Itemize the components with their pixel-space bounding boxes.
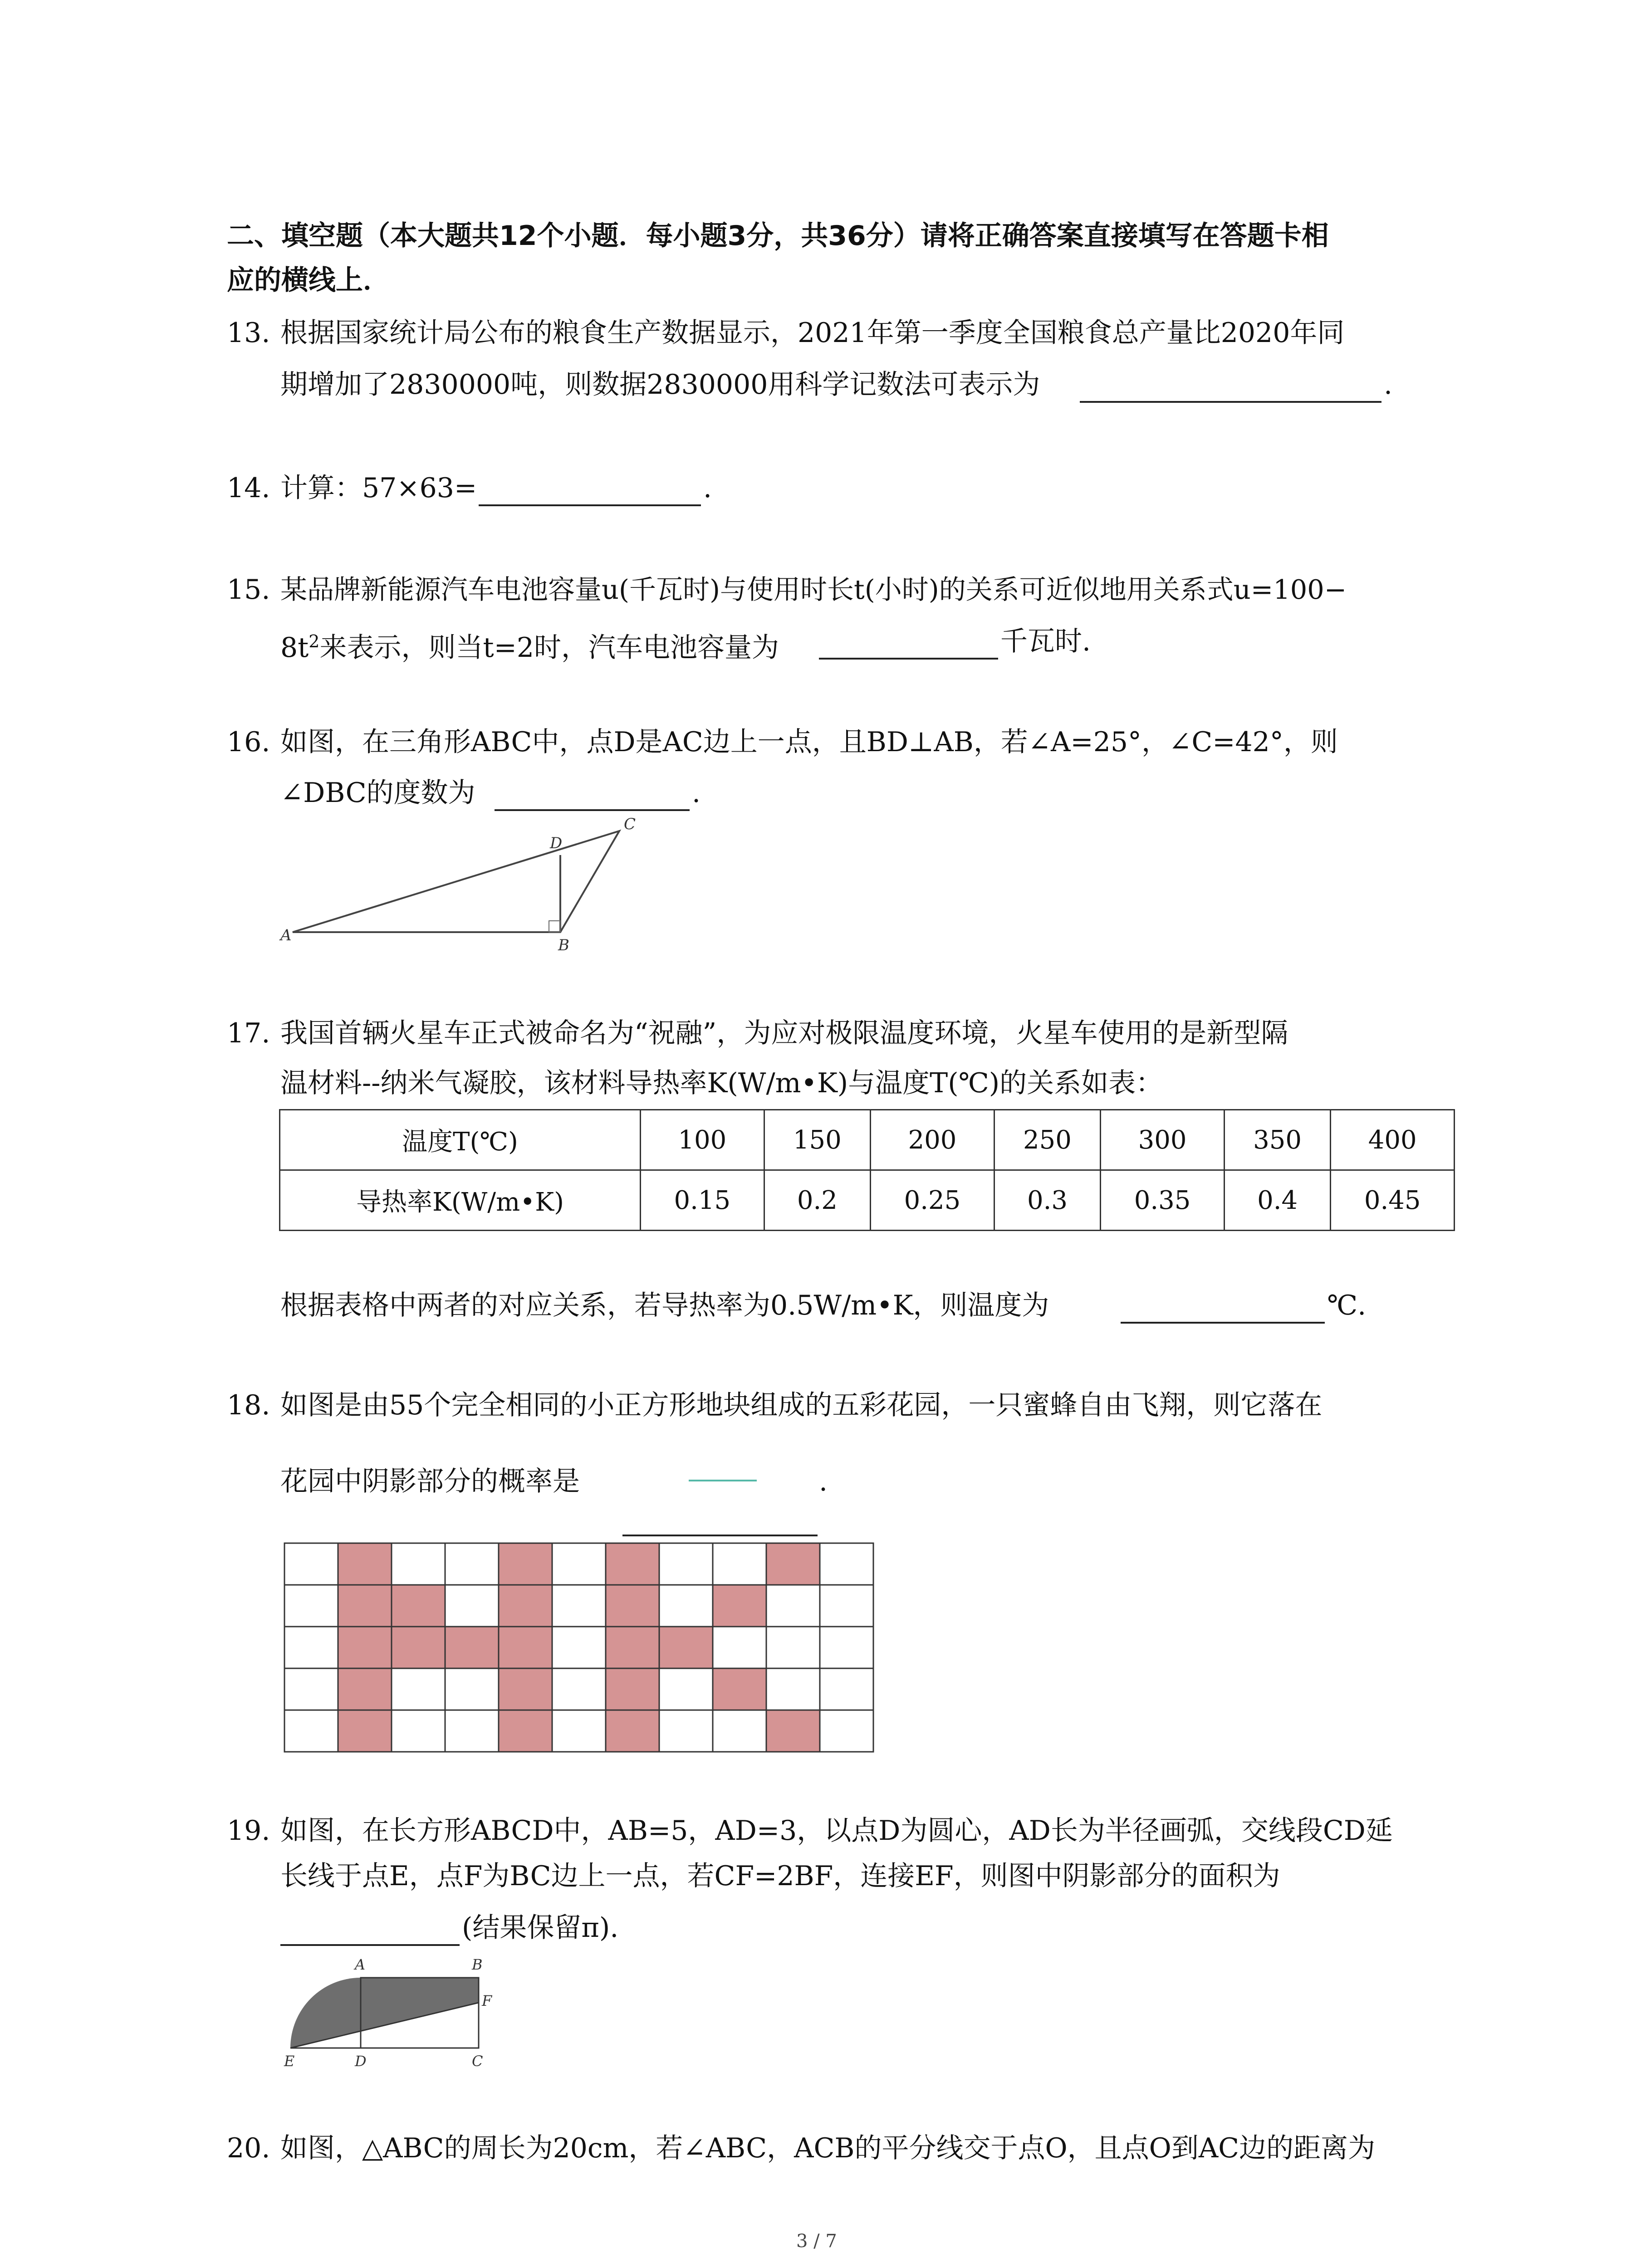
grid-cell (820, 1710, 873, 1752)
grid-cell-shaded (392, 1627, 445, 1668)
q14-number: 14. (227, 472, 270, 504)
grid-cell-shaded (338, 1710, 392, 1752)
q19-line3: (结果保留π). (462, 1912, 619, 1944)
q13-line1: 根据国家统计局公布的粮食生产数据显示，2021年第一季度全国粮食总产量比2020年同 (280, 317, 1345, 349)
label-a: A (355, 1956, 366, 1973)
q15-line2 (280, 624, 779, 665)
q20-number: 20. (227, 2132, 270, 2164)
q14-end: . (703, 472, 712, 504)
grid-cell (552, 1627, 606, 1668)
grid-cell (392, 1668, 445, 1710)
grid-cell (820, 1627, 873, 1668)
grid-cell (766, 1627, 820, 1668)
grid-cell (820, 1543, 873, 1585)
q16-number: 16. (227, 726, 270, 758)
grid-cell (659, 1543, 713, 1585)
grid-cell-shaded (606, 1710, 659, 1752)
table-cell: 200 (871, 1110, 994, 1170)
grid-cell (445, 1710, 499, 1752)
q16-line1: 如图，在三角形ABC中，点D是AC边上一点，且BD⊥AB，若∠A=25°，∠C=42°，则 (280, 726, 1338, 758)
q19-line1: 如图，在长方形ABCD中，AB=5，AD=3，以点D为圆心，AD长为半径画弧，交线段CD延 (280, 1815, 1393, 1847)
grid-cell (284, 1543, 338, 1585)
grid-cell (659, 1585, 713, 1627)
q16-triangle-figure (272, 812, 662, 962)
q13-end: . (1384, 369, 1393, 401)
q20-line1: 如图，△ABC的周长为20cm，若∠ABC，ACB的平分线交于点O，且点O到AC边的距离为 (280, 2132, 1376, 2164)
grid-cell (713, 1710, 766, 1752)
section-heading-line2: 应的横线上． (227, 264, 390, 296)
right-angle-mark (549, 921, 560, 932)
grid-cell (659, 1710, 713, 1752)
grid-cell-shaded (445, 1627, 499, 1668)
triangle-abc (293, 831, 619, 932)
q16-end: . (692, 777, 701, 809)
label-c: C (472, 2053, 483, 2070)
q16-line2: ∠DBC的度数为 (280, 777, 475, 809)
q14-answer-blank (479, 504, 701, 506)
grid-cell (659, 1668, 713, 1710)
q15-end: 千瓦时. (1000, 626, 1091, 657)
q18-line2: 花园中阴影部分的概率是 (280, 1466, 580, 1497)
table-cell: 0.35 (1101, 1170, 1225, 1231)
grid-cell-shaded (606, 1543, 659, 1585)
label-b: B (472, 1956, 483, 1973)
grid-cell-shaded (499, 1710, 552, 1752)
q19-rectangle-figure (272, 1950, 526, 2084)
grid-cell (713, 1543, 766, 1585)
table-row-label: 温度T(℃) (280, 1110, 641, 1170)
grid-cell-shaded (338, 1668, 392, 1710)
q15-exponent: 2 (309, 631, 320, 651)
q18-garden-grid (284, 1542, 885, 1758)
grid-cell-shaded (499, 1543, 552, 1585)
q15-line1: 某品牌新能源汽车电池容量u(千瓦时)与使用时长t(小时)的关系可近似地用关系式u=100− (280, 574, 1347, 605)
q18-line1: 如图是由55个完全相同的小正方形地块组成的五彩花园，一只蜜蜂自由飞翔，则它落在 (280, 1389, 1323, 1421)
table-cell: 300 (1101, 1110, 1225, 1170)
q18-end: . (819, 1466, 828, 1497)
q18-fraction-bar (689, 1480, 757, 1481)
table-cell: 0.45 (1331, 1170, 1455, 1231)
q17-answer-blank (1121, 1322, 1325, 1324)
grid-cell (552, 1585, 606, 1627)
q17-question-line: 根据表格中两者的对应关系，若导热率为0.5W/m•K，则温度为 (280, 1290, 1049, 1321)
table-cell: 0.3 (994, 1170, 1101, 1231)
grid-cell (766, 1585, 820, 1627)
label-b: B (558, 936, 569, 954)
grid-cell (713, 1627, 766, 1668)
q17-line2: 温材料--纳米气凝胶，该材料导热率K(W/m•K)与温度T(℃)的关系如表： (280, 1067, 1163, 1099)
grid-cell-shaded (499, 1668, 552, 1710)
q13-number: 13. (227, 317, 270, 349)
table-row-label: 导热率K(W/m•K) (280, 1170, 641, 1231)
grid-cell (284, 1585, 338, 1627)
q16-answer-blank (495, 809, 690, 811)
table-row (280, 1170, 1455, 1231)
q14-text: 计算：57×63= (280, 472, 477, 504)
table-row (280, 1110, 1455, 1170)
table-cell: 100 (641, 1110, 764, 1170)
grid-cell (445, 1668, 499, 1710)
grid-cell (820, 1585, 873, 1627)
section-heading-line1: 二、填空题（本大题共12个小题．每小题3分，共36分）请将正确答案直接填写在答题卡相 (227, 220, 1329, 252)
grid-cell (552, 1710, 606, 1752)
grid-cell-shaded (606, 1627, 659, 1668)
label-d: D (550, 834, 563, 852)
q15-answer-blank (819, 658, 998, 660)
table-cell: 150 (764, 1110, 871, 1170)
q15-number: 15. (227, 574, 270, 606)
q17-end: ℃. (1327, 1290, 1367, 1321)
q18-number: 18. (227, 1389, 270, 1421)
label-c: C (624, 815, 636, 833)
table-cell: 250 (994, 1110, 1101, 1170)
q17-line1: 我国首辆火星车正式被命名为“祝融”，为应对极限温度环境，火星车使用的是新型隔 (280, 1017, 1288, 1049)
table-cell: 350 (1224, 1110, 1331, 1170)
grid-cell (392, 1543, 445, 1585)
label-d: D (355, 2053, 367, 2070)
grid-cell-shaded (766, 1543, 820, 1585)
label-a: A (280, 926, 292, 944)
grid-cell (552, 1668, 606, 1710)
grid-cell-shaded (713, 1668, 766, 1710)
grid-cell (284, 1710, 338, 1752)
grid-cell-shaded (713, 1585, 766, 1627)
grid-cell-shaded (392, 1585, 445, 1627)
q15-expr: 8t (280, 632, 309, 664)
q19-answer-blank (280, 1944, 460, 1946)
q13-answer-blank (1080, 401, 1381, 403)
table-cell: 400 (1331, 1110, 1455, 1170)
grid-cell-shaded (338, 1543, 392, 1585)
grid-cell (284, 1668, 338, 1710)
table-cell: 0.4 (1224, 1170, 1331, 1231)
grid-cell-shaded (499, 1585, 552, 1627)
q13-line2: 期增加了2830000吨，则数据2830000用科学记数法可表示为 (280, 369, 1040, 401)
grid-cell (445, 1585, 499, 1627)
grid-cell (392, 1710, 445, 1752)
grid-cell-shaded (338, 1585, 392, 1627)
grid-cell (284, 1627, 338, 1668)
table-cell: 0.2 (764, 1170, 871, 1231)
grid-cell-shaded (606, 1585, 659, 1627)
table-cell: 0.15 (641, 1170, 764, 1231)
grid-cell (445, 1543, 499, 1585)
label-e: E (284, 2053, 295, 2070)
page-number: 3 / 7 (796, 2231, 837, 2252)
q19-number: 19. (227, 1815, 270, 1847)
table-cell: 0.25 (871, 1170, 994, 1231)
grid-cell-shaded (766, 1710, 820, 1752)
q17-data-table (279, 1109, 1455, 1231)
q15-line2-text: 来表示，则当t=2时，汽车电池容量为 (319, 632, 779, 664)
grid-cell-shaded (606, 1668, 659, 1710)
grid-cell (766, 1668, 820, 1710)
q19-line2: 长线于点E，点F为BC边上一点，若CF=2BF，连接EF，则图中阴影部分的面积为 (280, 1860, 1280, 1892)
grid-cell-shaded (338, 1627, 392, 1668)
grid-cell-shaded (659, 1627, 713, 1668)
q18-answer-blank (622, 1535, 818, 1536)
grid-cell-shaded (499, 1627, 552, 1668)
label-f: F (482, 1992, 492, 2009)
grid-cell (552, 1543, 606, 1585)
grid-cell (820, 1668, 873, 1710)
q17-number: 17. (227, 1017, 270, 1049)
